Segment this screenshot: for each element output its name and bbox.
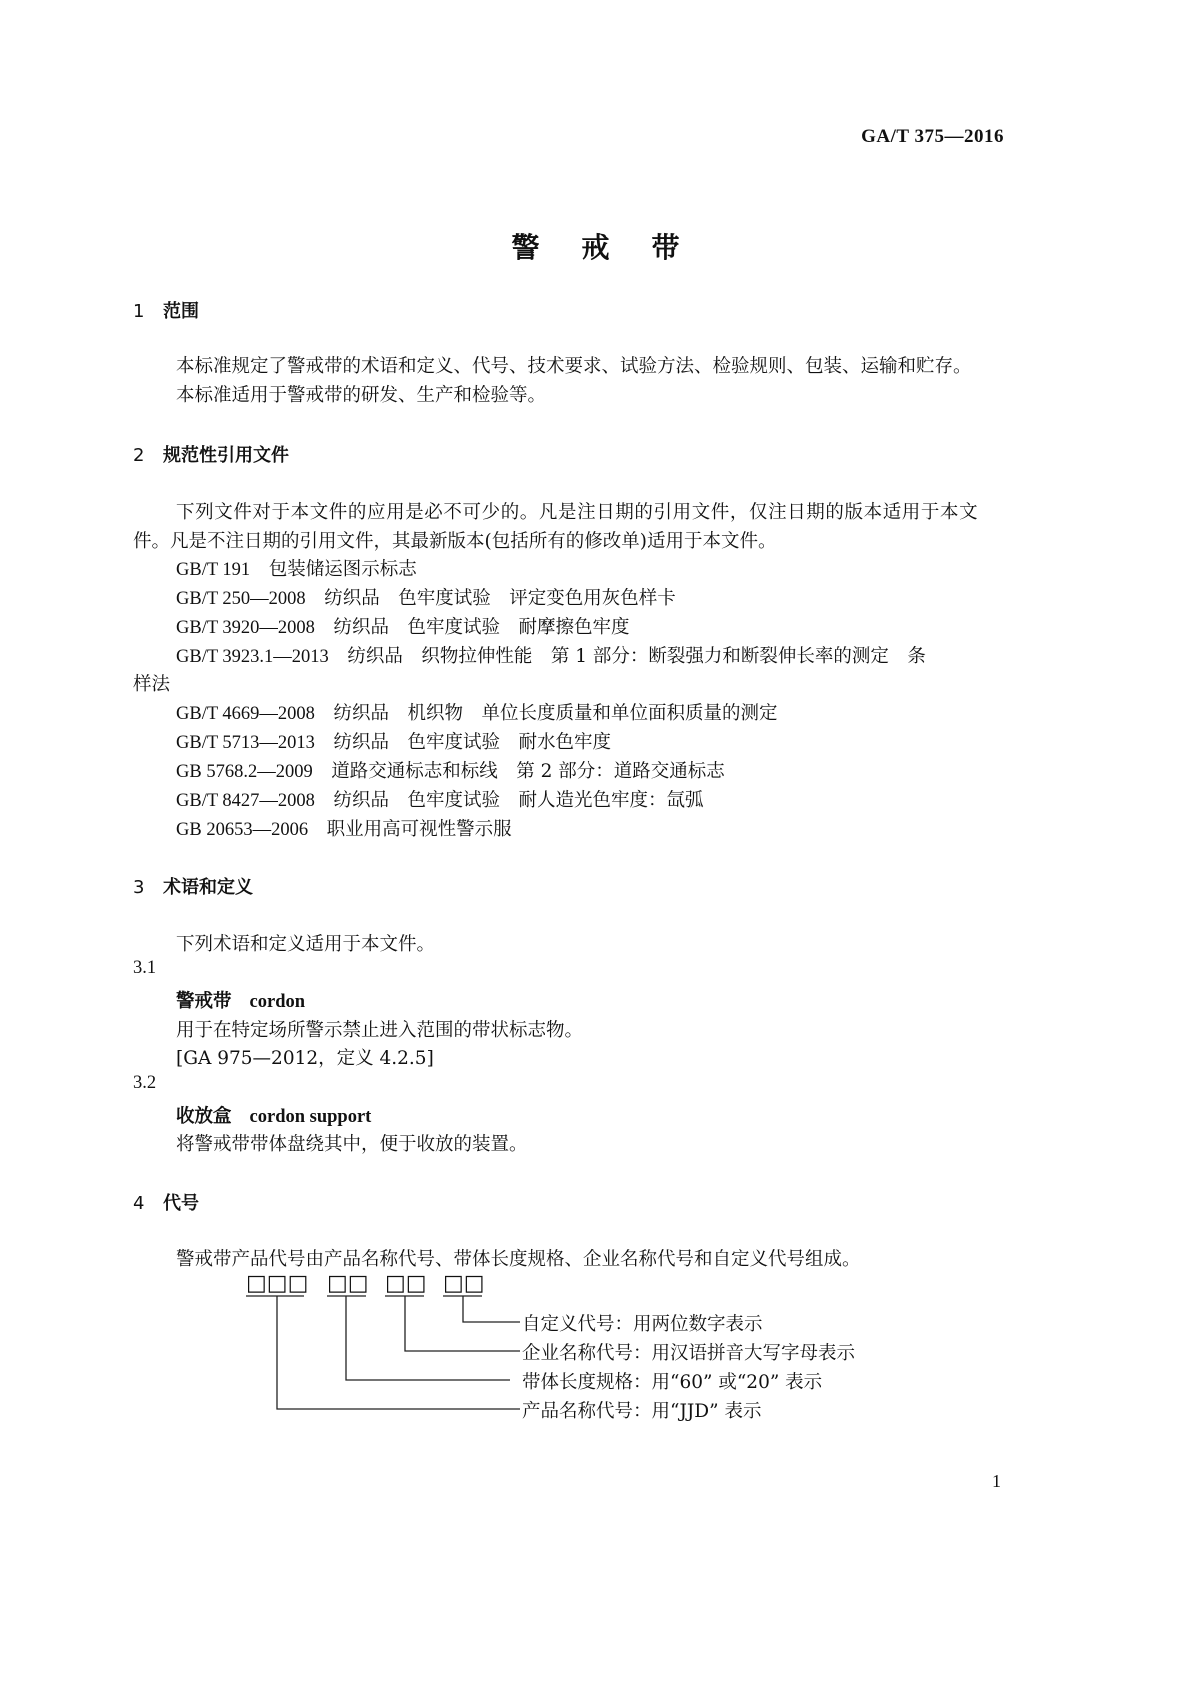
reference-continuation: 样法	[133, 674, 171, 695]
reference-title: 纺织品 机织物 单位长度质量和单位面积质量的测定	[333, 703, 778, 724]
reference-title: 纺织品 色牢度试验 耐水色牢度	[333, 732, 611, 753]
reference-code: GB/T 4669—2008	[176, 704, 315, 724]
section-number: 2	[133, 445, 145, 466]
code-label-custom: 自定义代号：用两位数字表示	[522, 1314, 763, 1335]
term-number: 3.2	[133, 1073, 157, 1093]
paragraph: 下列术语和定义适用于本文件。	[176, 934, 436, 955]
paragraph: 本标准规定了警戒带的术语和定义、代号、技术要求、试验方法、检验规则、包装、运输和贮存。	[176, 356, 972, 377]
reference-code: GB 5768.2—2009	[176, 762, 313, 782]
section-title: 代号	[163, 1193, 199, 1214]
reference-title: 职业用高可视性警示服	[326, 819, 512, 840]
section-title: 规范性引用文件	[163, 445, 289, 466]
reference-code: GB/T 3920—2008	[176, 618, 315, 638]
term-definition: 将警戒带带体盘绕其中，便于收放的装置。	[176, 1134, 528, 1155]
code-box-group-2: □□	[327, 1271, 369, 1296]
code-label-product: 产品名称代号：用“JJD” 表示	[522, 1401, 762, 1422]
reference-title: 纺织品 色牢度试验 耐摩擦色牢度	[333, 617, 630, 638]
code-box-group-3: □□	[385, 1271, 427, 1296]
paragraph: 下列文件对于本文件的应用是必不可少的。凡是注日期的引用文件，仅注日期的版本适用于本文	[176, 502, 979, 523]
code-label-length: 带体长度规格：用“60” 或“20” 表示	[522, 1372, 823, 1393]
paragraph: 件。凡是不注日期的引用文件，其最新版本(包括所有的修改单)适用于本文件。	[133, 531, 777, 552]
page-title: 警戒带	[511, 231, 722, 264]
section-title: 范围	[163, 301, 199, 322]
code-box-group-4: □□	[443, 1271, 485, 1296]
term-english: cordon support	[249, 1107, 372, 1127]
reference-title: 纺织品 色牢度试验 评定变色用灰色样卡	[324, 588, 676, 609]
paragraph: 警戒带产品代号由产品名称代号、带体长度规格、企业名称代号和自定义代号组成。	[176, 1249, 861, 1270]
reference-title: 纺织品 织物拉伸性能 第 1 部分：断裂强力和断裂伸长率的测定 条	[347, 646, 926, 667]
reference-code: GB/T 8427—2008	[176, 791, 315, 811]
term-source: [GA 975—2012，定义 4.2.5]	[176, 1048, 434, 1069]
reference-code: GB/T 250—2008	[176, 589, 306, 609]
reference-code: GB/T 5713—2013	[176, 733, 315, 753]
reference-title: 包装储运图示标志	[268, 559, 417, 580]
term-definition: 用于在特定场所警示禁止进入范围的带状标志物。	[176, 1020, 584, 1041]
section-number: 3	[133, 877, 145, 898]
reference-code: GB/T 3923.1—2013	[176, 647, 329, 667]
reference-title: 纺织品 色牢度试验 耐人造光色牢度：氙弧	[333, 790, 704, 811]
term-chinese: 警戒带	[176, 991, 232, 1012]
paragraph: 本标准适用于警戒带的研发、生产和检验等。	[176, 385, 547, 406]
document-code: GA/T 375—2016	[861, 126, 1004, 147]
page-number: 1	[992, 1471, 1001, 1491]
code-label-company: 企业名称代号：用汉语拼音大写字母表示	[522, 1343, 856, 1364]
reference-title: 道路交通标志和标线 第 2 部分：道路交通标志	[331, 761, 725, 782]
term-english: cordon	[249, 992, 306, 1012]
code-box-group-1: □□□	[246, 1271, 309, 1296]
term-number: 3.1	[133, 958, 157, 978]
term-chinese: 收放盒	[176, 1106, 232, 1127]
reference-code: GB/T 191	[176, 560, 251, 580]
section-number: 1	[133, 301, 145, 322]
section-number: 4	[133, 1193, 145, 1214]
section-title: 术语和定义	[163, 877, 253, 898]
reference-code: GB 20653—2006	[176, 820, 309, 840]
